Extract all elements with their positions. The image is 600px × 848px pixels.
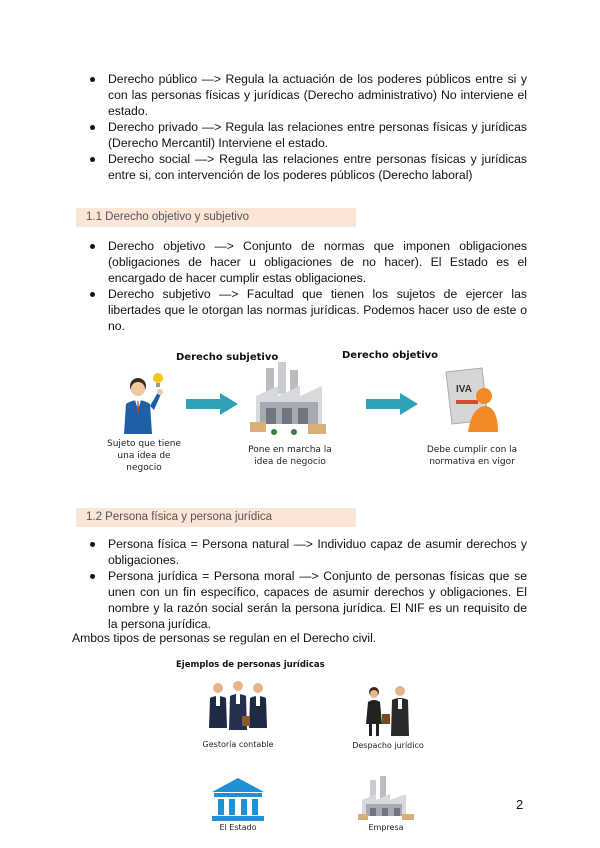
- government-building-icon: [210, 778, 266, 822]
- figure-title-objective: Derecho objetivo: [342, 350, 439, 361]
- accountants-group-icon: [206, 680, 270, 736]
- caption-person: Sujeto que tiene una idea de negocio: [107, 439, 181, 473]
- section-heading: 1.2 Persona física y persona jurídica: [76, 508, 356, 527]
- law-types-list: [84, 71, 527, 183]
- list-item: Derecho objetivo —> Conjunto de normas que imponen obligaciones (obligaciones de hacer u obligaciones de no hacer). El Estado es el encargado de hacer cumplir estas obligaciones.: [84, 238, 527, 286]
- caption-law-office: Despacho jurídico: [352, 741, 424, 750]
- caption-tax: Debe cumplir con la normativa en vigor: [426, 445, 518, 467]
- tax-figure: [438, 366, 502, 436]
- figure-title-subjective: Derecho subjetivo: [176, 352, 279, 363]
- list-item: Persona física = Persona natural —> Individuo capaz de asumir derechos y obligaciones.: [84, 536, 527, 568]
- businessman-idea-icon: [118, 370, 174, 436]
- list-item: Persona jurídica = Persona moral —> Conjunto de personas físicas que se unen con un fin específico, capaces de asumir derechos y obligaciones. El nombre y la razón social serán la persona jurídica. El NIF es un requisito de la persona jurídica.: [84, 568, 527, 632]
- objective-subjective-list: [84, 238, 527, 334]
- persons-list: [84, 536, 527, 632]
- factory-icon: [248, 358, 334, 438]
- tax-person-icon: [438, 366, 502, 436]
- arrow-right-icon: [186, 393, 238, 415]
- lawyers-icon: [360, 684, 416, 738]
- section-heading: 1.1 Derecho objetivo y subjetivo: [76, 208, 356, 227]
- company-factory-icon: [358, 776, 414, 822]
- figure2-title: Ejemplos de personas jurídicas: [176, 660, 325, 670]
- caption-accounting: Gestoría contable: [202, 740, 274, 749]
- closing-paragraph: Ambos tipos de personas se regulan en el Derecho civil.: [72, 631, 377, 645]
- list-item: Derecho privado —> Regula las relaciones entre personas físicas y jurídicas (Derecho Mercantil) Interviene el estado.: [84, 119, 527, 151]
- page-number: 2: [516, 797, 524, 812]
- arrow-right-icon: [366, 393, 418, 415]
- caption-factory: Pone en marcha la idea de negocio: [248, 445, 332, 467]
- tax-sign-label: IVA: [456, 384, 472, 395]
- caption-state: El Estado: [219, 823, 257, 832]
- list-item: Derecho social —> Regula las relaciones entre personas físicas y jurídicas entre si, con intervención de los poderes públicos (Derecho laboral): [84, 151, 527, 183]
- list-item: Derecho subjetivo —> Facultad que tienen los sujetos de ejercer las libertades que le otorgan las normas jurídicas. Podemos hacer uso de este o no.: [84, 286, 527, 334]
- caption-company: Empresa: [368, 823, 404, 832]
- list-item: Derecho público —> Regula la actuación de los poderes públicos entre si y con las personas físicas y jurídicas (Derecho administrativo) No interviene el estado.: [84, 71, 527, 119]
